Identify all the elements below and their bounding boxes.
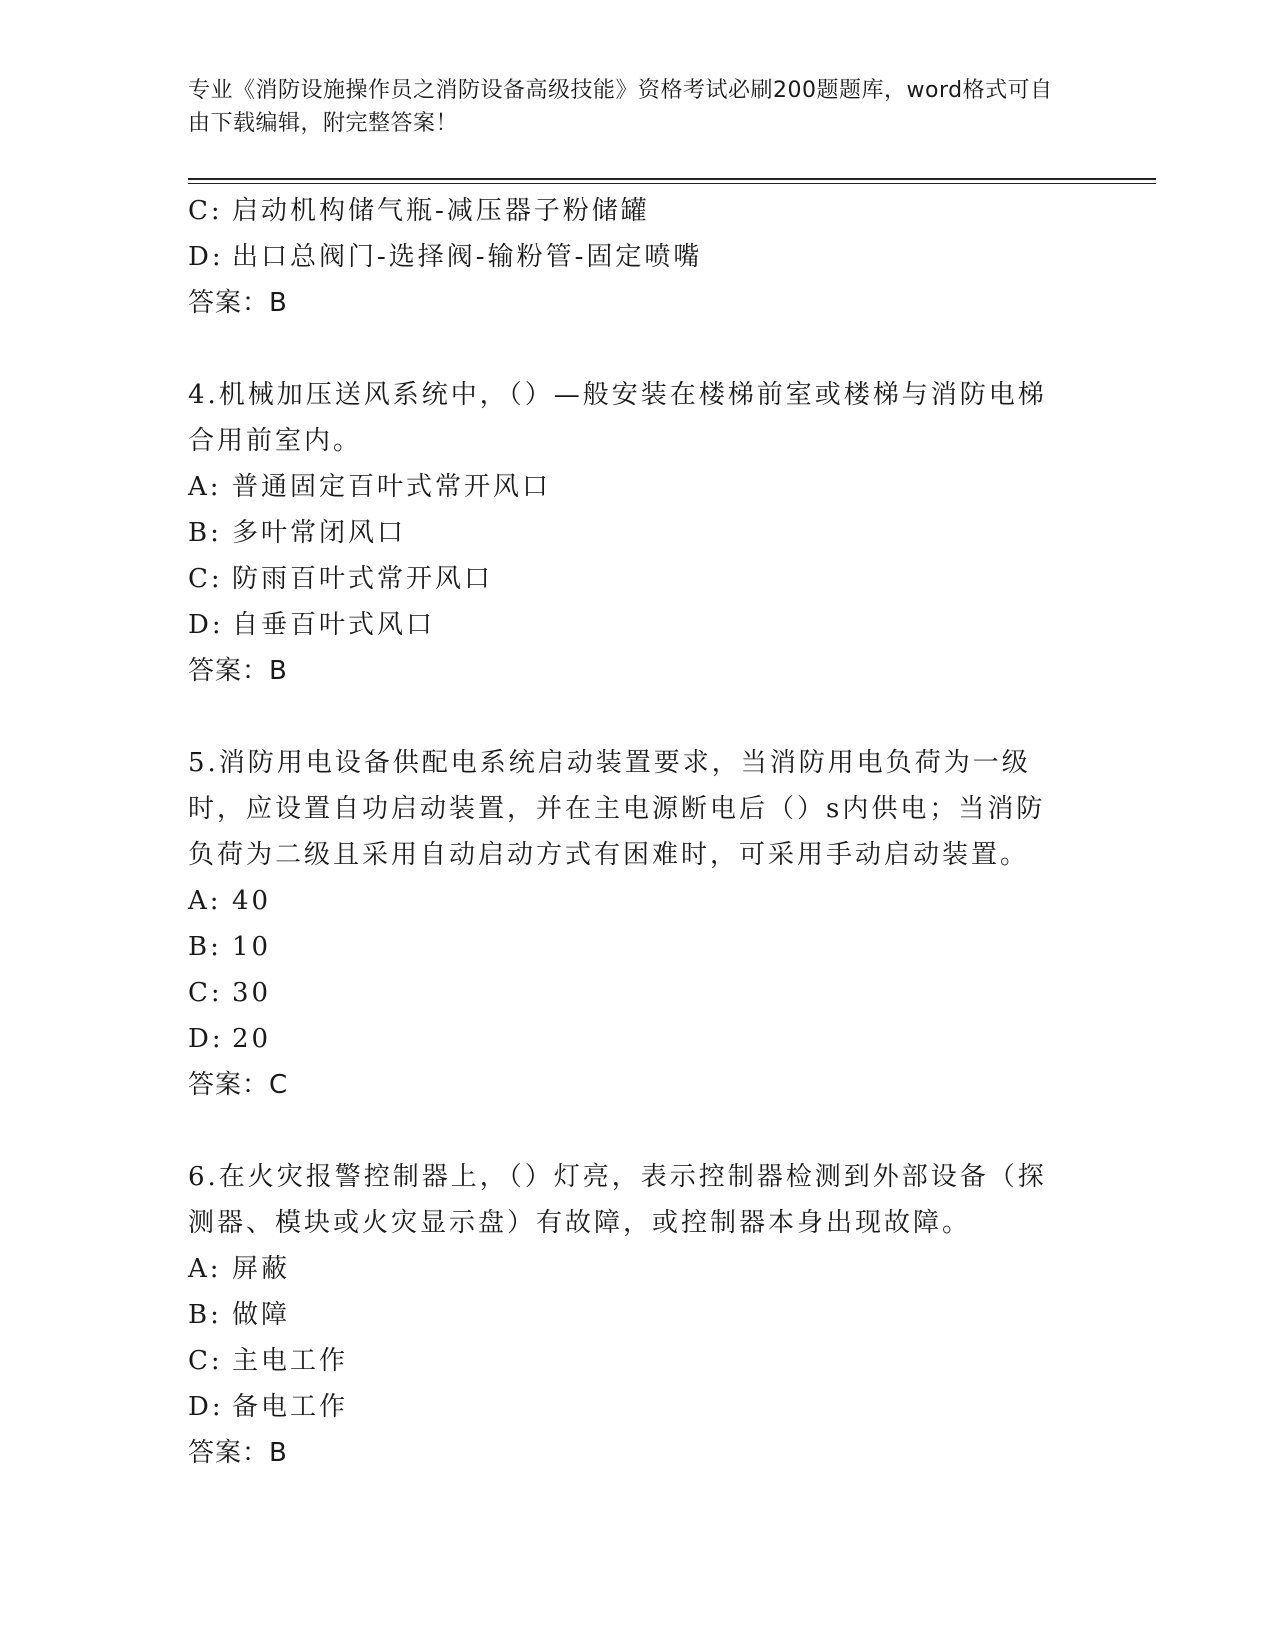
option-label: D: [188, 1392, 224, 1422]
option-label: D: [188, 242, 224, 272]
option-b [188, 924, 1088, 970]
option-text: 20 [232, 1024, 272, 1054]
option-label: B: [188, 1300, 222, 1330]
option-text: 备电工作 [232, 1392, 349, 1422]
option-text: 多叶常闭风口 [232, 518, 407, 548]
document-body [188, 188, 1088, 1476]
option-label: D: [188, 1024, 224, 1054]
option-text: 做障 [232, 1300, 291, 1330]
option-label: A: [188, 886, 222, 916]
option-d [188, 234, 1088, 280]
option-d [188, 1384, 1088, 1430]
option-b [188, 1292, 1088, 1338]
question-5-text: 5.消防用电设备供配电系统启动装置要求，当消防用电负荷为一级时，应设置自功启动装置，并在主电源断电后（）s内供电；当消防负荷为二级且采用自动启动方式有困难时，可采用手动启动装置。 [188, 748, 1046, 870]
question-4-text: 4.机械加压送风系统中，（）—般安装在楼梯前室或楼梯与消防电梯合用前室内。 [188, 380, 1047, 456]
question-6-text: 6.在火灾报警控制器上，（）灯亮，表示控制器检测到外部设备（探测器、模块或火灾显示盘）有故障，或控制器本身出现故障。 [188, 1162, 1047, 1238]
option-a [188, 1246, 1088, 1292]
option-label: C: [188, 196, 223, 226]
header-divider [188, 178, 1156, 180]
option-d [188, 1016, 1088, 1062]
option-text: 10 [232, 932, 272, 962]
option-d [188, 602, 1088, 648]
option-label: B: [188, 932, 222, 962]
option-text: 普通固定百叶式常开风口 [232, 472, 552, 502]
option-c [188, 188, 1088, 234]
header-divider-thin [188, 183, 1156, 184]
option-c [188, 556, 1088, 602]
option-text: 出口总阀门-选择阀-输粉管-固定喷嘴 [232, 242, 703, 272]
answer-line: 答案：B [188, 656, 288, 686]
option-label: C: [188, 564, 223, 594]
option-text: 主电工作 [232, 1346, 349, 1376]
option-text: 屏蔽 [232, 1254, 291, 1284]
option-label: D: [188, 610, 224, 640]
option-label: C: [188, 978, 223, 1008]
option-text: 启动机构储气瓶-减压器子粉储罐 [232, 196, 650, 226]
option-label: A: [188, 1254, 222, 1284]
option-label: A: [188, 472, 222, 502]
document-header: 专业《消防设施操作员之消防设备高级技能》资格考试必刷200题题库，word格式可自由下载编辑，附完整答案！ [188, 78, 1053, 136]
option-text: 自垂百叶式风口 [232, 610, 436, 640]
option-c [188, 1338, 1088, 1384]
answer-line: 答案：B [188, 1438, 288, 1468]
option-label: C: [188, 1346, 223, 1376]
option-text: 30 [232, 978, 272, 1008]
option-text: 防雨百叶式常开风口 [232, 564, 494, 594]
option-c [188, 970, 1088, 1016]
option-a [188, 878, 1088, 924]
answer-line: 答案：B [188, 288, 288, 318]
option-a [188, 464, 1088, 510]
answer-line: 答案：C [188, 1070, 289, 1100]
option-text: 40 [232, 886, 272, 916]
option-b [188, 510, 1088, 556]
option-label: B: [188, 518, 222, 548]
